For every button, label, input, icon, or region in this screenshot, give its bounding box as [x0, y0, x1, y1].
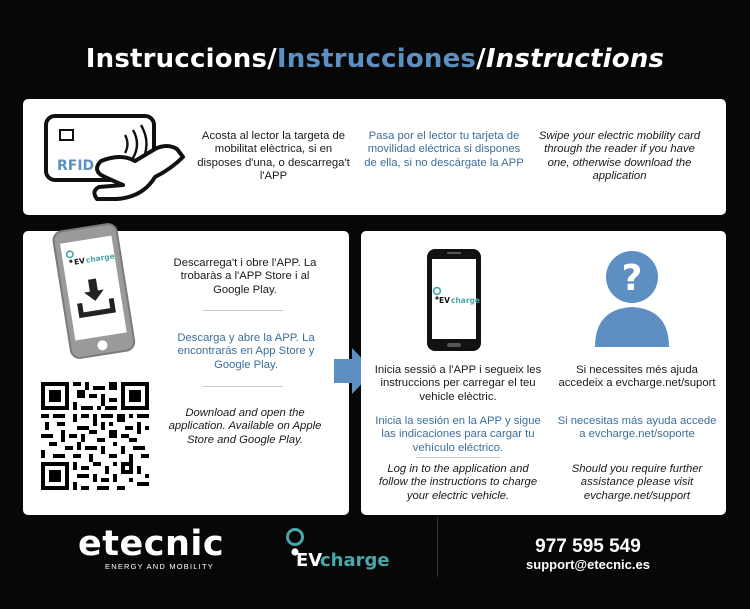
evcharge-logo-ev: EV [296, 550, 323, 571]
support-phone[interactable]: 977 595 549 [535, 536, 641, 557]
step3-login-catalan: Inicia sessió a l'APP i segueix les instruccions per carregar el teu vehicle elèctric. [374, 364, 542, 403]
qr-code[interactable] [41, 382, 149, 490]
evcharge-ev: EV [73, 256, 86, 267]
evcharge-ev: EV [439, 296, 450, 305]
evcharge-logo [284, 528, 394, 572]
step3-login-spanish: Inicia la sesión en la APP y sigue las indicaciones para cargar tu vehículo eléctrico. [375, 415, 541, 454]
evcharge-charge: charge [451, 296, 481, 305]
title-spanish: Instrucciones [276, 44, 477, 74]
step3-help-spanish: Si necesitas más ayuda accede a evcharge.net/soporte [557, 415, 717, 441]
etecnic-logo: etecnic [78, 524, 225, 564]
svg-text:?: ? [621, 258, 643, 299]
phone-app-icon [425, 247, 483, 353]
evcharge-logo-charge: charge [320, 550, 390, 571]
step1-card [23, 99, 726, 215]
rfid-card-icon [43, 113, 185, 203]
title-separator: / [267, 44, 277, 74]
step2-card [23, 231, 349, 515]
title-separator: / [476, 44, 486, 74]
page-title [0, 44, 750, 74]
divider [203, 386, 283, 387]
footer-divider [437, 517, 438, 577]
support-email[interactable]: support@etecnic.es [526, 557, 650, 572]
step1-text-catalan: Acosta al lector la targeta de mobilitat elèctrica, si en disposes d'una, o descarrega't l'APP [197, 130, 350, 183]
step3-login-english: Log in to the application and follow the instructions to charge your electric vehicle. [378, 463, 538, 502]
phone-download-icon [48, 217, 140, 367]
step3-help-catalan: Si necessites més ajuda accedeix a evcharge.net/suport [558, 364, 716, 390]
etecnic-tagline: ENERGY AND MOBILITY [105, 562, 214, 571]
step1-text-spanish: Pasa por el lector tu tarjeta de movilidad eléctrica si dispones de ella, si no descárgate la APP [364, 130, 524, 169]
step2-text-english: Download and open the application. Available on Apple Store and Google Play. [168, 407, 322, 446]
step3-card [361, 231, 726, 515]
title-catalan: Instruccions [85, 44, 268, 74]
title-english: Instructions [485, 44, 665, 74]
divider [416, 457, 500, 458]
rfid-label: RFID [57, 158, 95, 174]
step2-text-catalan: Descarrega't i obre l'APP. La trobaràs a l'APP Store i al Google Play. [173, 257, 317, 296]
help-person-icon [593, 249, 671, 349]
step2-text-spanish: Descarga y abre la APP. La encontrarás en App Store y Google Play. [177, 332, 315, 371]
divider [203, 310, 283, 311]
evcharge-charge: charge [85, 251, 116, 265]
step1-text-english: Swipe your electric mobility card through the reader if you have one, otherwise download the application [538, 130, 701, 183]
step3-help-english: Should you require further assistance please visit evcharge.net/support [571, 463, 703, 502]
